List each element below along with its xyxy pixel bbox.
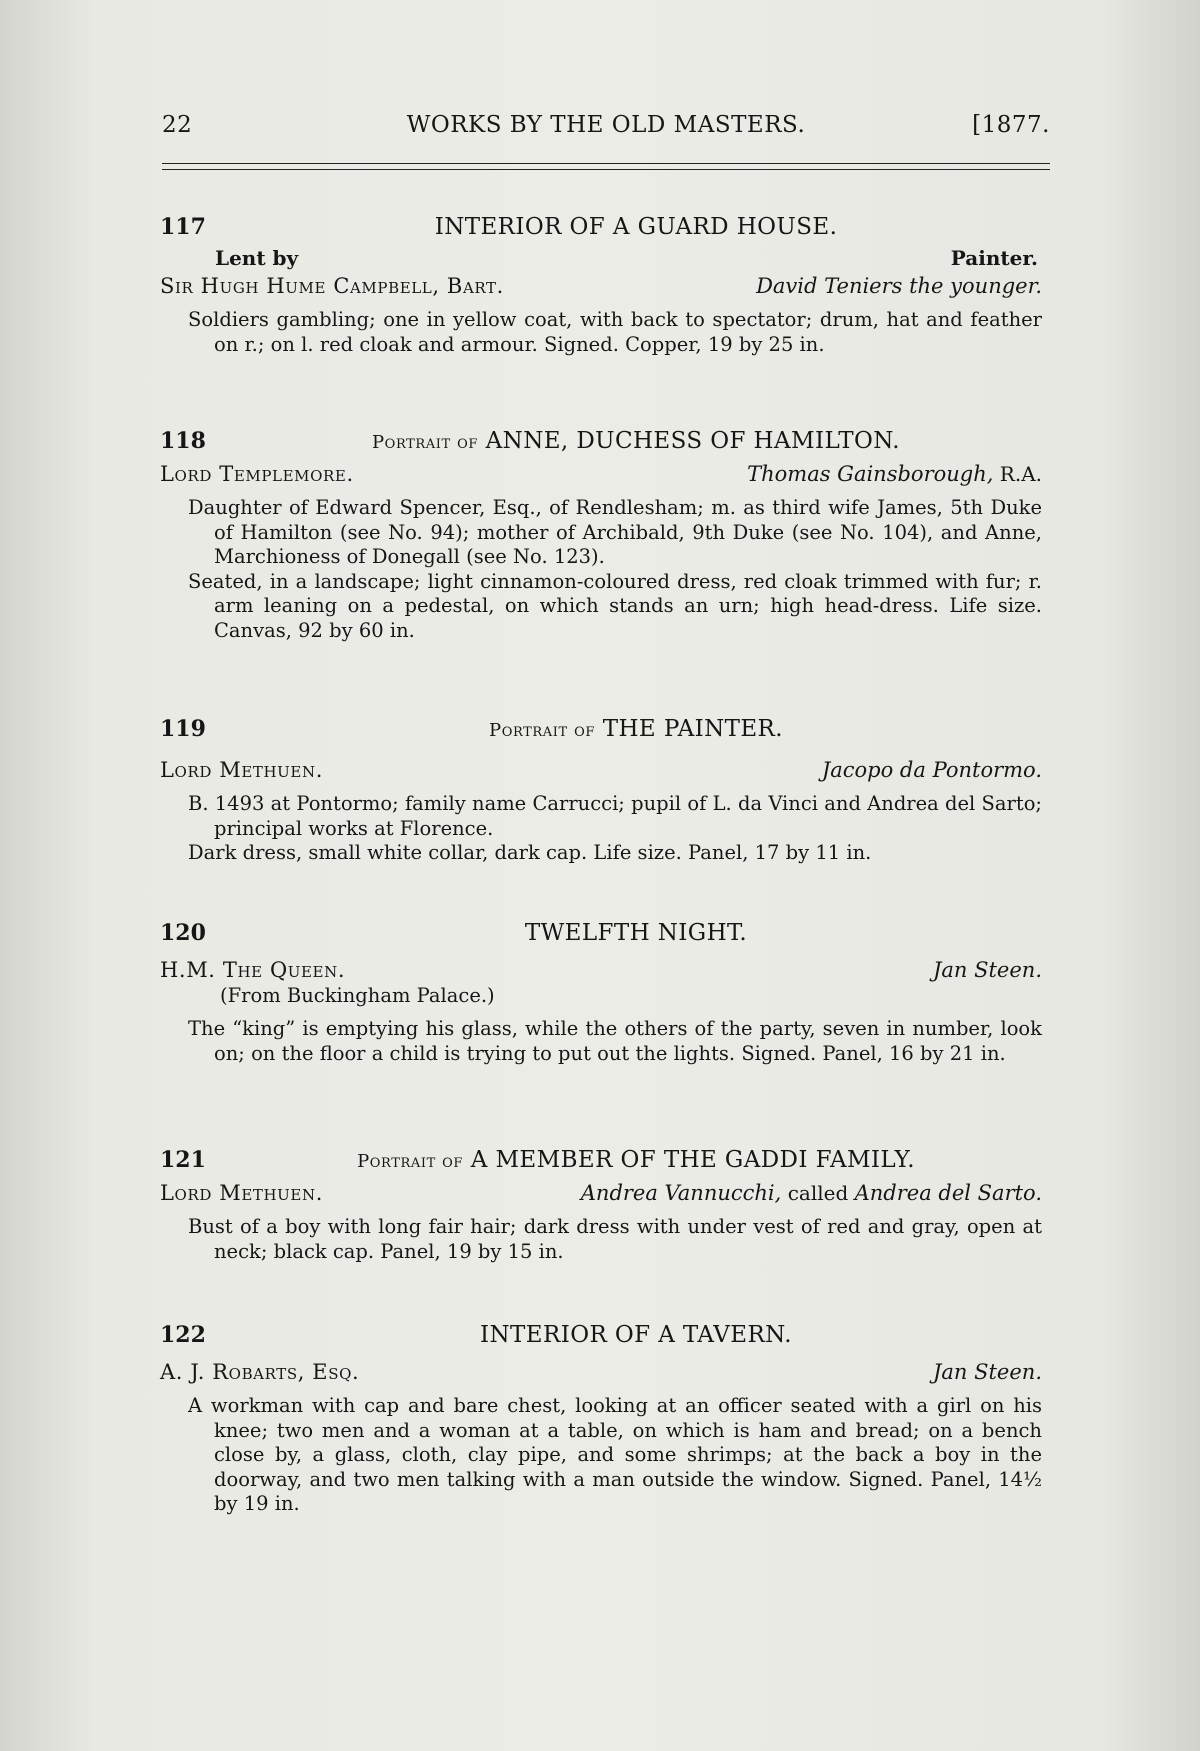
entry-lender: Lord Methuen. [160,758,323,782]
entry-description [160,792,1042,866]
catalogue-entry-117 [160,214,1042,357]
entry-painter: David Teniers the younger. [756,274,1042,298]
entry-lender: Lord Templemore. [160,462,354,486]
entry-title: THE PAINTER. [602,716,783,742]
entry-description [160,1394,1042,1517]
page-number: 22 [162,112,193,138]
entry-number: 119 [160,716,206,742]
entry-description [160,1017,1042,1066]
painter-called: called [787,1181,849,1205]
lent-by-head: Lent by [215,246,299,270]
entry-title: TWELFTH NIGHT. [524,920,748,946]
catalogue-entry-122 [160,1322,1042,1517]
description-paragraph: A workman with cap and bare chest, looking at an officer seated with a girl on his knee; two men and a woman at a table, on which is ham and bread; on a bench close by, a glass, cloth, clay pipe, and some shrimps; at the back a boy in the doorway, and two men talking with a man outside the window. Signed. Panel, 14½ by 19 in. [188,1394,1042,1515]
entry-painter: Jan Steen. [932,1360,1042,1384]
entry-lender: H.M. The Queen. [160,958,346,982]
catalogue-entry-120 [160,920,1042,1066]
header-rule [162,163,1050,170]
title-prefix: Portrait of [357,1151,464,1172]
lender-note: (From Buckingham Palace.) [220,984,495,1007]
entry-painter: Jacopo da Pontormo. [821,758,1042,782]
entry-lender: Lord Methuen. [160,1181,323,1205]
entry-number: 117 [160,214,206,240]
running-title: WORKS BY THE OLD MASTERS. [406,112,806,138]
entry-title-line [230,1147,1042,1173]
painter-suffix: R.A. [999,462,1042,486]
entry-title: ANNE, DUCHESS OF HAMILTON. [485,428,901,454]
entry-painter: Thomas Gainsborough, [747,462,994,486]
running-header [162,112,1050,152]
entry-title: A MEMBER OF THE GADDI FAMILY. [470,1147,915,1173]
entry-painter: Andrea Vannucchi, [580,1181,782,1205]
catalogue-entry-119 [160,716,1042,866]
description-paragraph: B. 1493 at Pontormo; family name Carrucci; pupil of L. da Vinci and Andrea del Sarto; principal works at Florence. [188,792,1042,840]
entry-number: 121 [160,1147,206,1173]
header-year: [1877. [972,112,1050,138]
description-paragraph: Daughter of Edward Spencer, Esq., of Rendlesham; m. as third wife James, 5th Duke of Hamilton (see No. 94); mother of Archibald, 9th Duke (see No. 104), and Anne, Marchioness of Donegall (see No. 123). [188,496,1042,568]
description-paragraph: The “king” is emptying his glass, while the others of the party, seven in number, look on; on the floor a child is trying to put out the lights. Signed. Panel, 16 by 21 in. [188,1017,1042,1065]
entry-title: INTERIOR OF A GUARD HOUSE. [434,214,838,240]
entry-painter: Jan Steen. [932,958,1042,982]
description-paragraph: Seated, in a landscape; light cinnamon-coloured dress, red cloak trimmed with fur; r. arm leaning on a pedestal, on which stands an urn; high head-dress. Life size. Canvas, 92 by 60 in. [188,569,1042,642]
entry-lender: A. J. Robarts, Esq. [160,1360,360,1384]
entry-lender: Sir Hugh Hume Campbell, Bart. [160,274,504,298]
entry-description [160,308,1042,357]
entry-description [160,1215,1042,1264]
entry-description [160,496,1042,643]
title-prefix: Portrait of [371,432,478,453]
entry-title: INTERIOR OF A TAVERN. [480,1322,792,1348]
title-prefix: Portrait of [489,720,595,741]
description-paragraph: Bust of a boy with long fair hair; dark dress with under vest of red and gray, open at neck; black cap. Panel, 19 by 15 in. [188,1215,1042,1263]
catalogue-entry-118 [160,428,1042,643]
entry-title-line [230,428,1042,454]
column-heads [160,246,1042,270]
entry-painter-line [747,462,1042,486]
painter-alias: Andrea del Sarto. [854,1181,1042,1205]
entry-title-line [230,716,1042,742]
description-paragraph: Soldiers gambling; one in yellow coat, with back to spectator; drum, hat and feather on r.; on l. red cloak and armour. Signed. Copper, 19 by 25 in. [188,308,1042,356]
entry-number: 122 [160,1322,206,1348]
entry-number: 118 [160,428,206,454]
painter-head: Painter. [950,246,1038,270]
entry-painter-line [581,1181,1042,1205]
catalogue-entry-121 [160,1147,1042,1264]
entry-number: 120 [160,920,206,946]
description-paragraph: Dark dress, small white collar, dark cap. Life size. Panel, 17 by 11 in. [188,841,872,864]
